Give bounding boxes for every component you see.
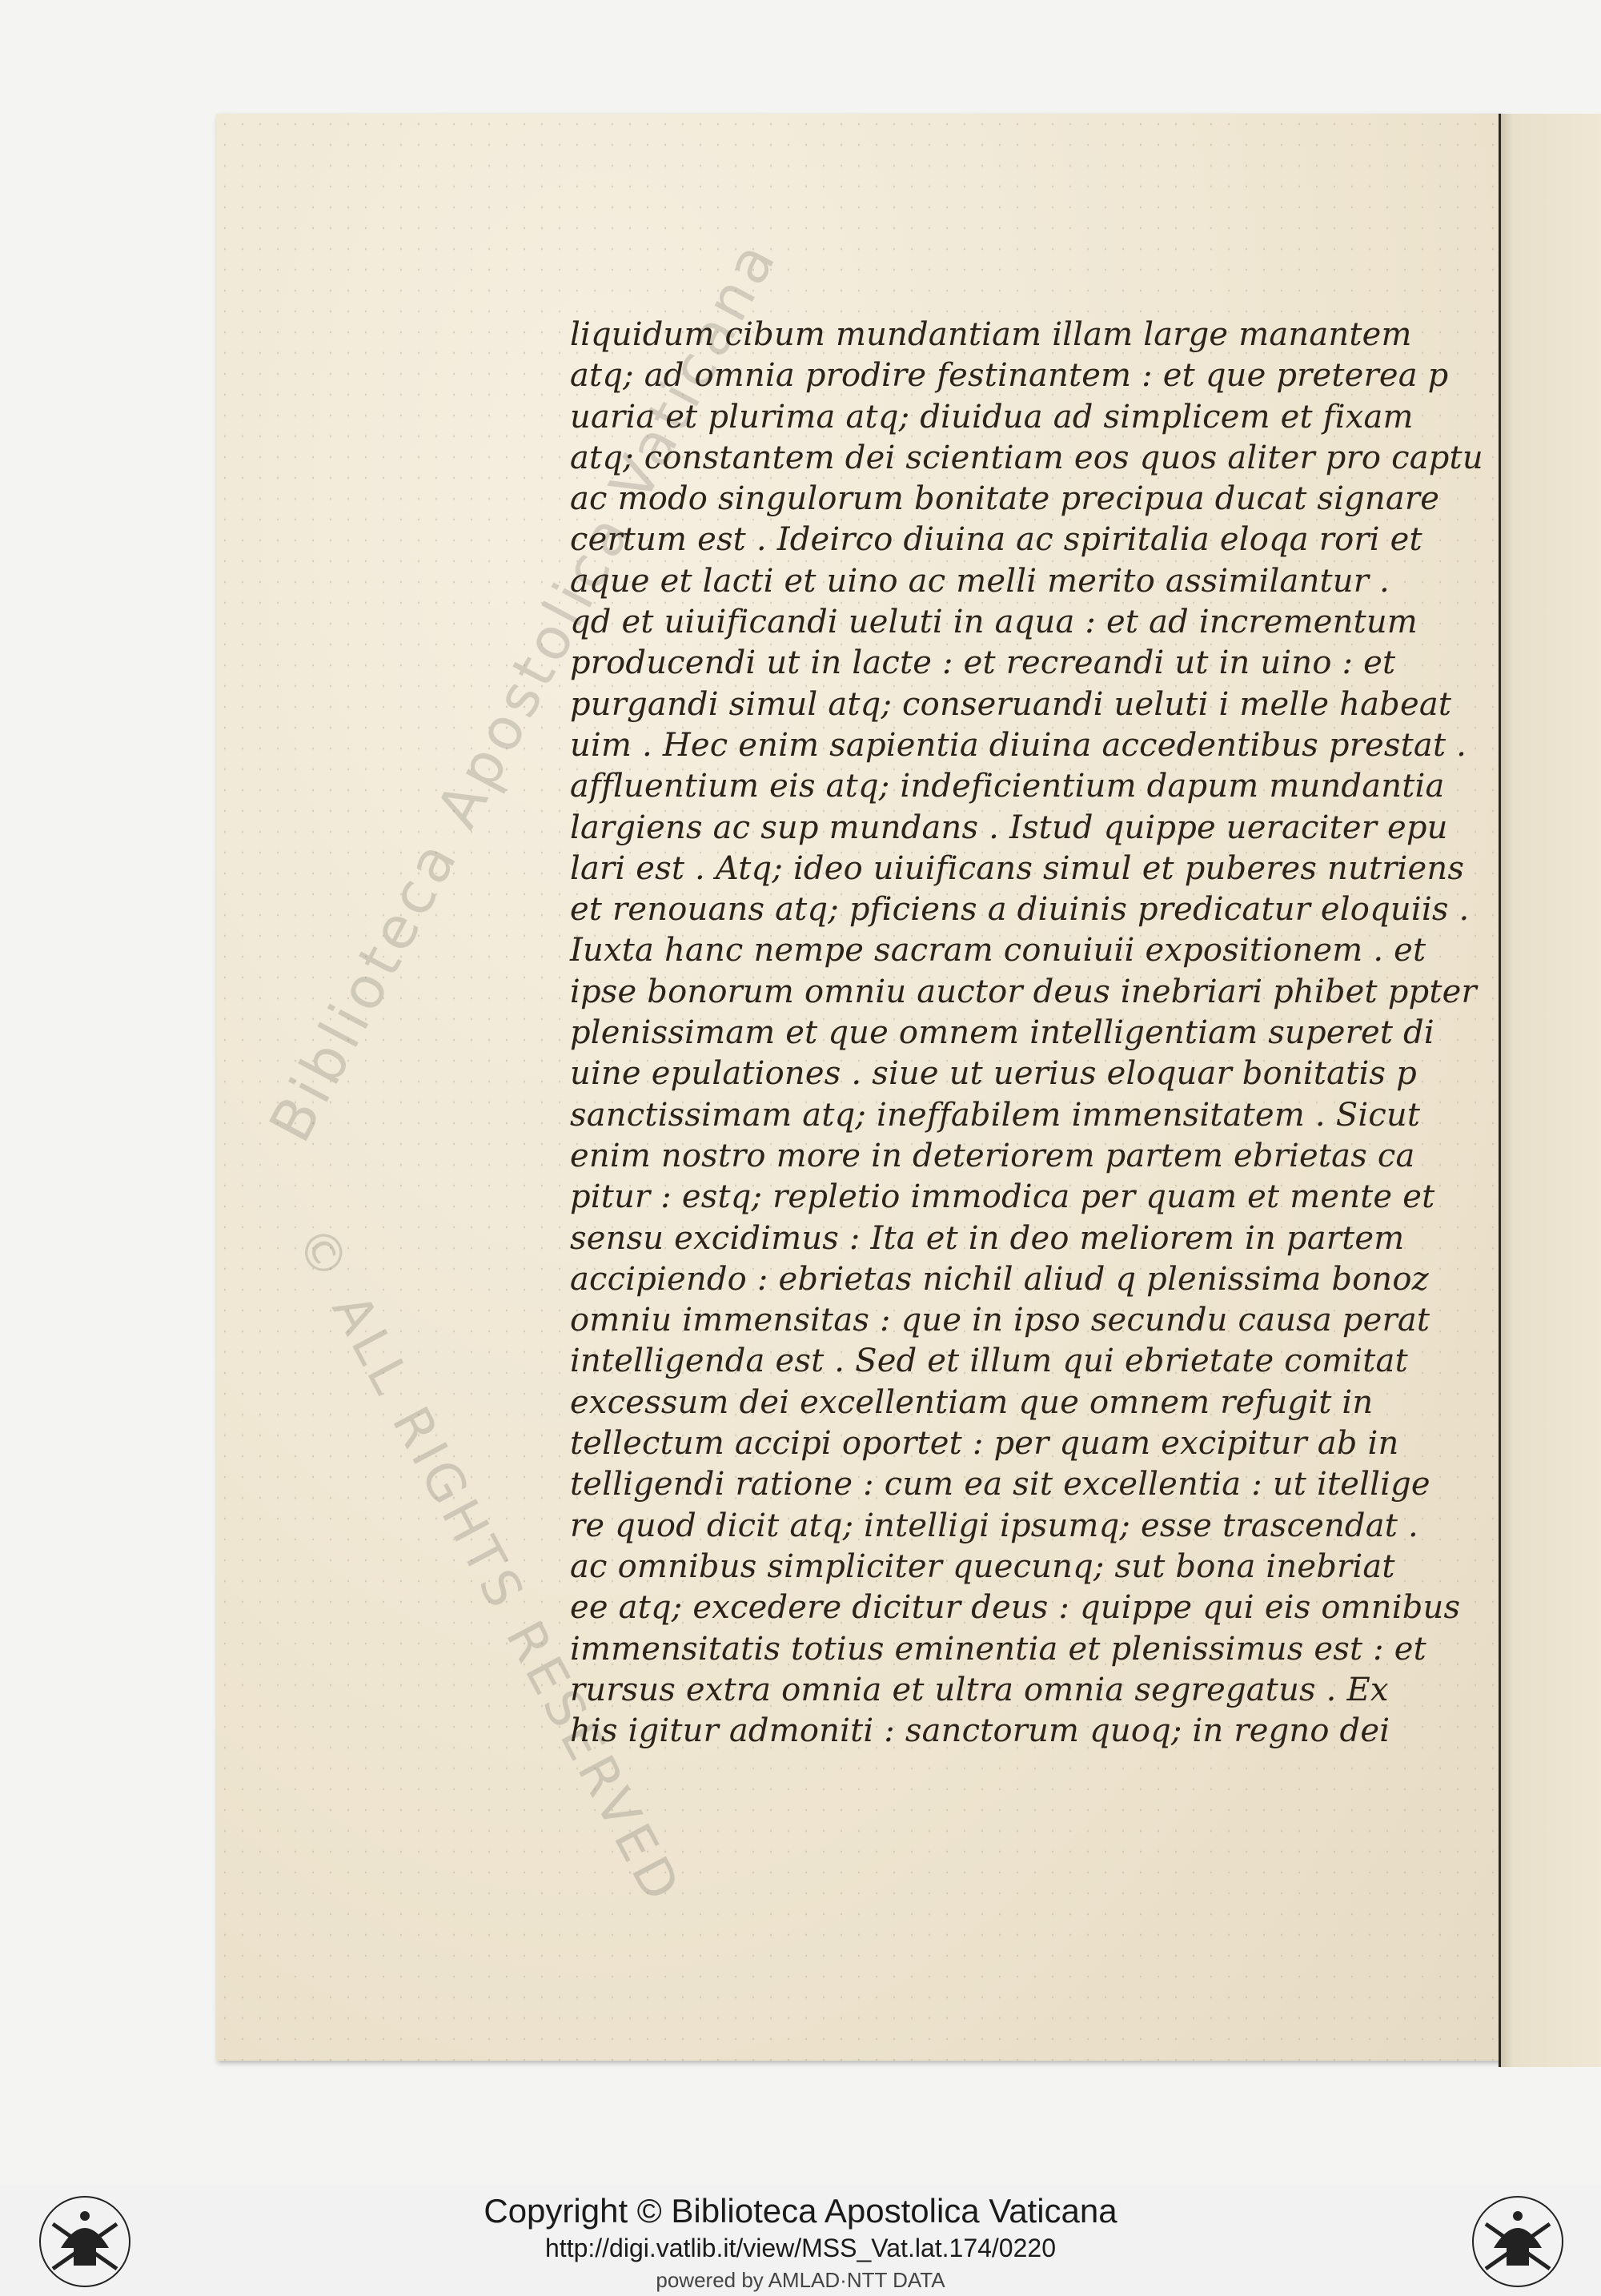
manuscript-line: sanctissimam atq; ineffabilem immensitatem . Sicut	[570, 1096, 1421, 1134]
watermark-library-name: Biblioteca Apostolica Vaticana	[256, 227, 791, 1153]
manuscript-line: immensitatis totius eminentia et plenissimus est : et	[570, 1630, 1426, 1668]
manuscript-line: enim nostro more in deteriorem partem ebrietas ca	[570, 1137, 1415, 1174]
facing-folio-edge	[1499, 114, 1601, 2067]
manuscript-line: accipiendo : ebrietas nichil aliud q plenissima bonoz	[570, 1260, 1429, 1298]
manuscript-line: aque et lacti et uino ac melli merito assimilantur .	[570, 562, 1390, 600]
powered-by-text: powered by AMLAD·NTT DATA	[656, 2268, 945, 2292]
manuscript-line: uine epulationes . siue ut uerius eloquar bonitatis p	[570, 1055, 1417, 1093]
manuscript-line: purgandi simul atq; conseruandi ueluti i melle habeat	[570, 685, 1452, 723]
manuscript-line: ipse bonorum omniu auctor deus inebriari phibet ppter	[570, 973, 1477, 1010]
manuscript-line: excessum dei excellentiam que omnem refugit in	[570, 1383, 1374, 1421]
manuscript-line: re quod dicit atq; intelligi ipsumq; esse trascendat .	[570, 1507, 1418, 1544]
manuscript-line: ac omnibus simpliciter quecunq; sut bona inebriat	[570, 1547, 1395, 1585]
manuscript-line: producendi ut in lacte : et recreandi ut in uino : et	[570, 644, 1396, 682]
source-url[interactable]: http://digi.vatlib.it/view/MSS_Vat.lat.174/0220	[545, 2234, 1056, 2262]
manuscript-line: certum est . Ideirco diuina ac spiritalia eloqa rori et	[570, 521, 1422, 559]
watermark-rights: © ALL RIGHTS RESERVED	[283, 1217, 692, 1915]
copyright-text: Copyright © Biblioteca Apostolica Vaticana	[484, 2192, 1117, 2230]
manuscript-line: liquidum cibum mundantiam illam large manantem	[570, 316, 1412, 353]
manuscript-text-block	[570, 315, 1483, 1752]
manuscript-line: lari est . Atq; ideo uiuificans simul et puberes nutriens	[570, 849, 1465, 887]
manuscript-line: atq; ad omnia prodire festinantem : et que preterea p	[570, 357, 1449, 395]
manuscript-line: Iuxta hanc nempe sacram conuiuii expositionem . et	[570, 932, 1426, 969]
manuscript-line: pitur : estq; repletio immodica per quam et mente et	[570, 1178, 1435, 1216]
manuscript-line: ee atq; excedere dicitur deus : quippe qui eis omnibus	[570, 1589, 1461, 1627]
manuscript-line: sensu excidimus : Ita et in deo meliorem in partem	[570, 1219, 1405, 1257]
manuscript-line: his igitur admoniti : sanctorum quoq; in regno dei	[570, 1712, 1390, 1750]
manuscript-line: et renouans atq; pficiens a diuinis predicatur eloquiis .	[570, 891, 1470, 929]
manuscript-line: uim . Hec enim sapientia diuina accedentibus prestat .	[570, 726, 1467, 764]
manuscript-line: omniu immensitas : que in ipso secundu causa perat	[570, 1302, 1430, 1339]
manuscript-line: largiens ac sup mundans . Istud quippe ueraciter epu	[570, 809, 1448, 846]
manuscript-line: uaria et plurima atq; diuidua ad simplicem et fixam	[570, 398, 1414, 436]
manuscript-line: affluentium eis atq; indeficientium dapum mundantia	[570, 768, 1445, 805]
manuscript-line: intelligenda est . Sed et illum qui ebrietate comitat	[570, 1343, 1408, 1380]
manuscript-line: telligendi ratione : cum ea sit excellentia : ut itellige	[570, 1466, 1430, 1503]
manuscript-line: atq; constantem dei scientiam eos quos aliter pro captu	[570, 439, 1483, 476]
footer-bar	[0, 2186, 1601, 2296]
manuscript-line: ac modo singulorum bonitate precipua ducat signare	[570, 480, 1440, 518]
manuscript-line: tellectum accipi oportet : per quam excipitur ab in	[570, 1425, 1399, 1463]
manuscript-line: rursus extra omnia et ultra omnia segregatus . Ex	[570, 1671, 1389, 1708]
manuscript-line: plenissimam et que omnem intelligentiam superet di	[570, 1014, 1434, 1052]
manuscript-line: qd et uiuificandi ueluti in aqua : et ad incrementum	[570, 604, 1418, 641]
